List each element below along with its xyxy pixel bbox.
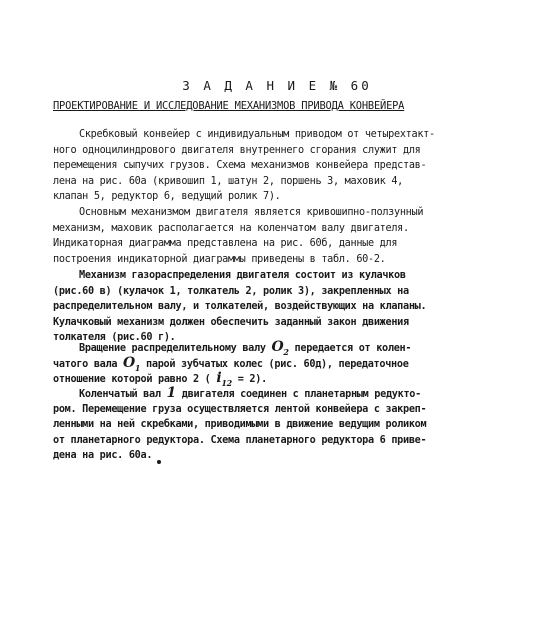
text-line: Скребковый конвейер с индивидуальным приводом от четырехтакт-: [79, 129, 435, 140]
text-line: Механизм газораспределения двигателя состоит из кулачков: [79, 270, 406, 281]
line-text-post: = 2).: [231, 374, 267, 385]
shaft-symbol: $O_1$: [123, 355, 141, 371]
text-line: ного одноцилиндрового двигателя внутреннего сгорания служит для: [53, 144, 421, 156]
text-line: Основным механизмом двигателя является кривошипно-ползунный: [79, 207, 424, 218]
paragraph-engine: [53, 205, 523, 267]
shaft-symbol: $O_2$: [271, 340, 289, 356]
text-line: [53, 386, 523, 402]
line-text-pre: Вращение распределительному валу: [79, 343, 272, 354]
line-text-post: передается от колен-: [288, 343, 412, 354]
text-line: [53, 356, 523, 372]
paragraph-gas-distribution: [53, 268, 523, 346]
paragraph-reducer: [53, 386, 523, 464]
line-text-pre: Коленчатый вал: [79, 389, 167, 400]
assignment-title: З А Д А Н И Е № 60: [182, 78, 372, 93]
text-line: дена на рис. 60а.: [53, 450, 153, 461]
text-line: построения индикаторной диаграммы приведены в табл. 60-2.: [53, 253, 386, 265]
line-text-post: двигателя соединен с планетарным редукто-: [175, 389, 421, 400]
text-line: ром. Перемещение груза осуществляется лентой конвейера с закреп-: [53, 403, 427, 415]
text-line: толкателя (рис.60 г).: [53, 332, 176, 343]
text-line: Индикаторная диаграмма представлена на рис. 60б, данные для: [53, 238, 398, 249]
text-line: [53, 371, 523, 387]
assignment-subtitle: ПРОЕКТИРОВАНИЕ И ИССЛЕДОВАНИЕ МЕХАНИЗМОВ ПРИВОДА КОНВЕЙЕРА: [53, 100, 405, 112]
shaft-number-symbol: 1: [166, 386, 176, 401]
text-line: [53, 340, 523, 356]
text-line: перемещения сыпучих грузов. Схема механизмов конвейера представ-: [53, 160, 427, 171]
text-line: механизм, маховик располагается на коленчатом валу двигателя.: [53, 222, 409, 234]
text-line: лена на рис. 60а (кривошип 1, шатун 2, поршень 3, маховик 4,: [53, 175, 404, 187]
text-line: распределительном валу, и толкателей, воздействующих на клапаны.: [53, 301, 427, 312]
text-line: клапан 5, редуктор 6, ведущий ролик 7).: [53, 191, 281, 202]
line-text-post: парой зубчатых колес (рис. 60д), передаточное: [140, 358, 409, 370]
ink-dot-mark: [157, 460, 161, 464]
line-text-pre: чатого вала: [53, 358, 124, 370]
text-line: от планетарного редуктора. Схема планетарного редуктора 6 приве-: [53, 434, 427, 446]
text-line: ленными на ней скребками, приводимыми в движение ведущим роликом: [53, 419, 427, 430]
text-line: (рис.60 в) (кулачок 1, толкатель 2, ролик 3), закрепленных на: [53, 285, 409, 297]
text-line: Кулачковый механизм должен обеспечить заданный закон движения: [53, 316, 409, 328]
paragraph-intro: [53, 127, 523, 205]
ratio-symbol: $i_{12}$: [216, 371, 232, 387]
line-text-pre: отношение которой равно 2 (: [53, 374, 217, 385]
paragraph-gear-ratio: [53, 340, 523, 387]
